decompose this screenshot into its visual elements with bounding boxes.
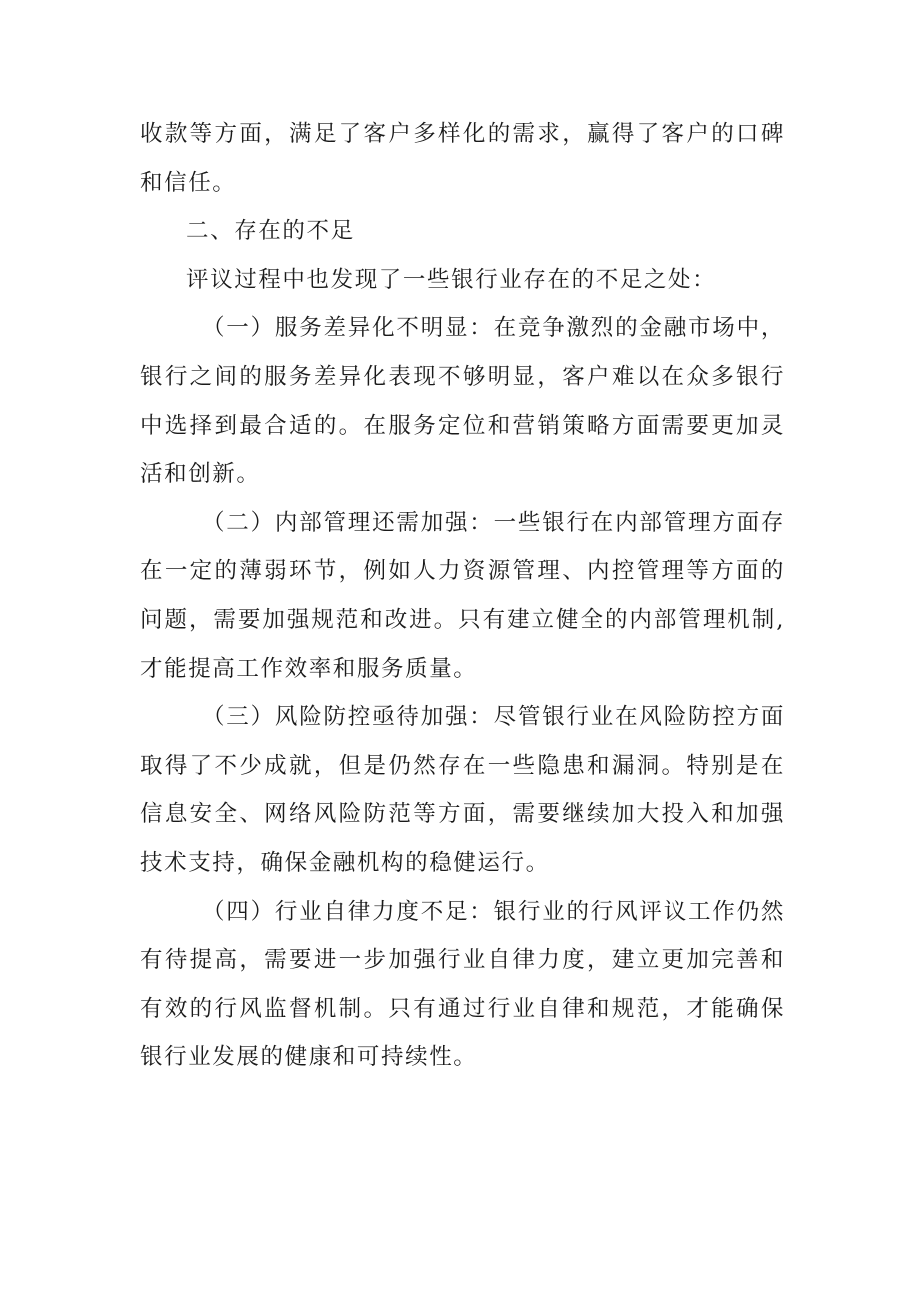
continuation-paragraph: 收款等方面，满足了客户多样化的需求，赢得了客户的口碑和信任。	[140, 121, 785, 196]
item-paragraph-1: （一）服务差异化不明显：在竞争激烈的金融市场中，银行之间的服务差异化表现不够明显，客户难以在众多银行中选择到最合适的。在服务定位和营销策略方面需要更加灵活和创新。	[140, 315, 785, 488]
item-paragraph-4: （四）行业自律力度不足：银行业的行风评议工作仍然有待提高，需要进一步加强行业自律力度，建立更加完善和有效的行风监督机制。只有通过行业自律和规范，才能确保银行业发展的健康和可持续性。	[140, 898, 785, 1071]
section-heading: 二、存在的不足	[186, 218, 355, 245]
item-paragraph-2: （二）内部管理还需加强：一些银行在内部管理方面存在一定的薄弱环节，例如人力资源管理、内控管理等方面的问题，需要加强规范和改进。只有建立健全的内部管理机制,才能提高工作效率和服务质量。	[140, 509, 785, 682]
item-paragraph-3: （三）风险防控亟待加强：尽管银行业在风险防控方面取得了不少成就，但是仍然存在一些隐患和漏洞。特别是在信息安全、网络风险防范等方面，需要继续加大投入和加强技术支持，确保金融机构的稳健运行。	[140, 704, 785, 876]
intro-paragraph: 评议过程中也发现了一些银行业存在的不足之处：	[186, 266, 717, 293]
document-page	[140, 110, 785, 1082]
